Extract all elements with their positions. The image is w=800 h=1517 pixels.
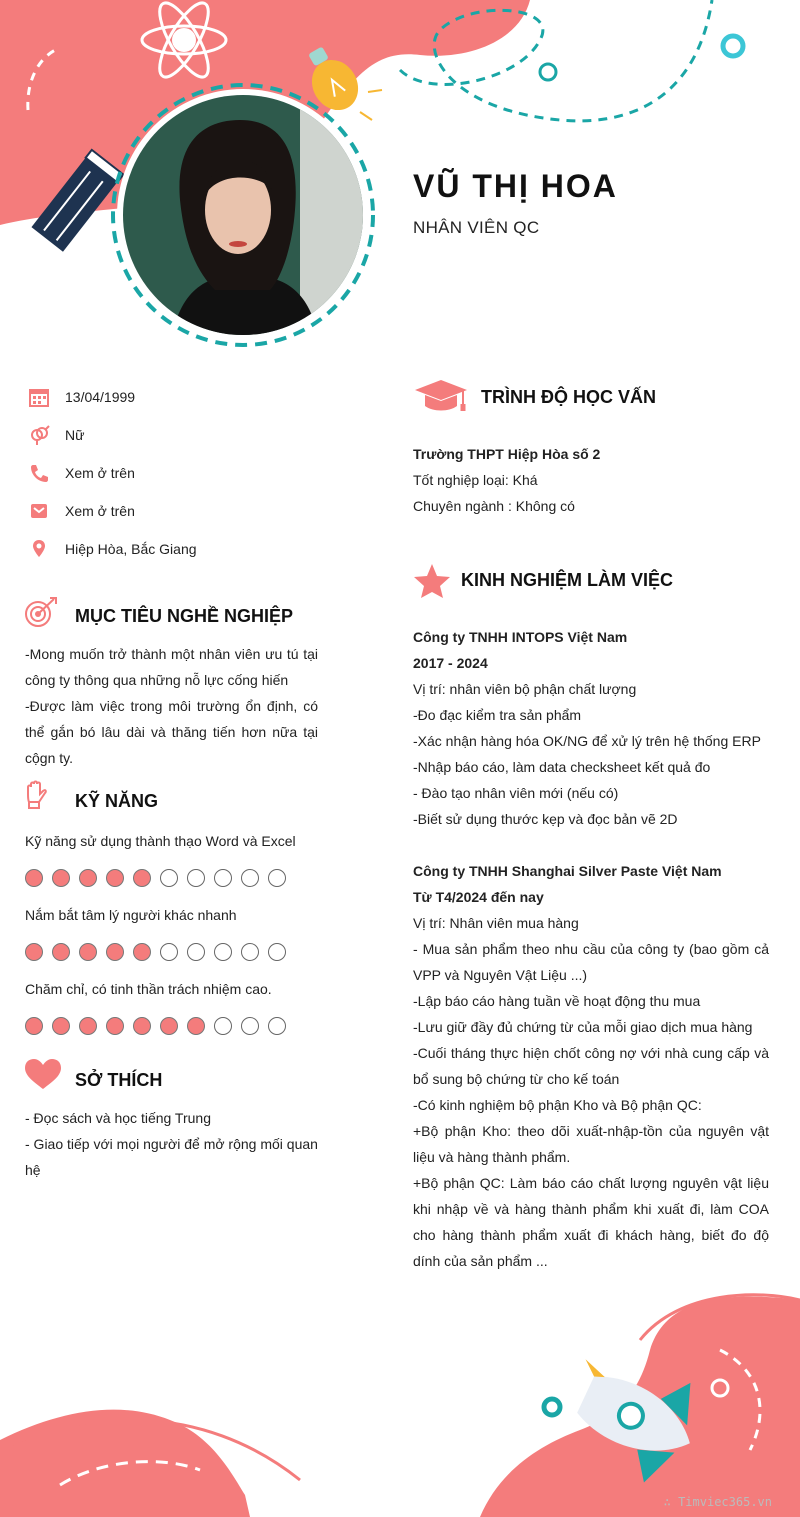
calendar-icon [28,386,50,408]
job-entry [413,624,769,832]
rating-dot-filled [160,1017,178,1035]
job-entry [413,858,769,1274]
watermark-text: Timviec365.vn [678,1495,772,1509]
contact-gender [28,424,84,446]
skill-rating [25,943,286,961]
footer-decoration [0,1270,800,1517]
email-icon [28,500,50,522]
objective-line: -Mong muốn trở thành một nhân viên ưu tú tại công ty thông qua những nỗ lực cống hiến [25,646,318,688]
job-line: -Xác nhận hàng hóa OK/NG để xử lý trên hệ thống ERP [413,733,761,749]
rating-dot-filled [52,869,70,887]
watermark: ∴ Timviec365.vn [663,1495,772,1509]
rating-dot-empty [268,1017,286,1035]
school-name: Trường THPT Hiệp Hòa số 2 [413,446,601,462]
hobby-line: - Đọc sách và học tiếng Trung [25,1110,211,1126]
job-line: -Có kinh nghiệm bộ phận Kho và Bộ phận QC: [413,1097,702,1113]
rating-dot-empty [268,943,286,961]
target-icon [24,596,58,630]
objective-text [25,641,318,771]
email-text: Xem ở trên [65,503,135,519]
phone-icon [28,462,50,484]
star-icon [413,563,451,599]
phone-text: Xem ở trên [65,465,135,481]
rating-dot-empty [187,943,205,961]
rating-dot-filled [25,1017,43,1035]
education-line: Chuyên ngành : Không có [413,498,575,514]
job-line: - Mua sản phẩm theo nhu cầu của công ty (bao gồm cả VPP và Nguyên Vật Liệu ...) [413,941,769,983]
skill-label: Chăm chỉ, có tinh thần trách nhiệm cao. [25,981,272,997]
rating-dot-filled [25,943,43,961]
header-decoration [0,0,800,360]
hand-icon [24,780,48,810]
skill-rating [25,869,286,887]
job-line: -Biết sử dụng thước kẹp và đọc bản vẽ 2D [413,811,678,827]
birthdate-text: 13/04/1999 [65,389,136,405]
rating-dot-empty [214,943,232,961]
rating-dot-empty [160,943,178,961]
rating-dot-filled [133,869,151,887]
gender-icon [28,424,50,446]
rating-dot-empty [214,1017,232,1035]
rating-dot-filled [79,943,97,961]
rating-dot-empty [268,869,286,887]
contact-phone [28,462,135,484]
skill-label: Kỹ năng sử dụng thành thạo Word và Excel [25,833,296,849]
hobbies-title: SỞ THÍCH [75,1070,163,1090]
skill-label: Nắm bắt tâm lý người khác nhanh [25,907,237,923]
company-name: Công ty TNHH INTOPS Việt Nam [413,629,628,645]
hobbies-text [25,1105,325,1183]
job-period: 2017 - 2024 [413,655,488,671]
rating-dot-empty [241,869,259,887]
company-name: Công ty TNHH Shanghai Silver Paste Việt Nam [413,863,722,879]
job-line: +Bộ phận Kho: theo dõi xuất-nhập-tồn của nguyên vật liệu và hàng thành phẩm. [413,1123,769,1165]
rating-dot-filled [133,1017,151,1035]
contact-email [28,500,135,522]
objective-title: MỤC TIÊU NGHỀ NGHIỆP [75,606,294,626]
rating-dot-filled [187,1017,205,1035]
rating-dot-empty [241,943,259,961]
avatar [117,89,370,345]
rating-dot-filled [52,943,70,961]
job-line: -Lập báo cáo hàng tuần về hoạt động thu mua [413,993,701,1009]
job-line: Vị trí: nhân viên bộ phận chất lượng [413,681,637,697]
rating-dot-filled [25,869,43,887]
rating-dot-empty [160,869,178,887]
job-line: -Lưu giữ đầy đủ chứng từ của mỗi giao dịch mua hàng [413,1019,753,1035]
job-line: -Đo đạc kiểm tra sản phẩm [413,707,582,723]
education-block [413,441,769,519]
job-title: NHÂN VIÊN QC [413,218,540,237]
gender-text: Nữ [65,427,85,443]
experience-title: KINH NGHIỆM LÀM VIỆC [461,570,674,590]
job-line: +Bộ phận QC: Làm báo cáo chất lượng nguyên vật liệu khi nhập về và hàng thành phẩm khi xuất đi, làm COA cho hàng thành phẩm xuất đi khách hàng, biết đo độ dính của sản phẩm ... [413,1175,769,1269]
job-line: -Nhập báo cáo, làm data checksheet kết quả đo [413,759,711,775]
education-title: TRÌNH ĐỘ HỌC VẤN [481,387,656,407]
rating-dot-empty [241,1017,259,1035]
job-period: Từ T4/2024 đến nay [413,889,544,905]
job-line: Vị trí: Nhân viên mua hàng [413,915,579,931]
rating-dot-empty [187,869,205,887]
rating-dot-filled [106,1017,124,1035]
rating-dot-filled [106,943,124,961]
job-line: - Đào tạo nhân viên mới (nếu có) [413,785,619,801]
objective-line: -Được làm việc trong môi trường ổn định, có thể gắn bó lâu dài và thăng tiến hơn nữa tại cộgn ty. [25,698,318,766]
rating-dot-filled [133,943,151,961]
rating-dot-filled [106,869,124,887]
heart-icon [24,1058,62,1090]
graduation-cap-icon [413,378,469,414]
job-line: -Cuối tháng thực hiện chốt công nợ với nhà cung cấp và bổ sung bộ chứng từ cho kế toán [413,1045,769,1087]
skills-title: KỸ NĂNG [75,791,159,811]
hobby-line: - Giao tiếp với mọi người để mở rộng mối quan hệ [25,1136,318,1178]
contact-address [28,538,197,560]
location-icon [28,538,50,560]
education-line: Tốt nghiệp loại: Khá [413,472,538,488]
contact-birthdate [28,386,135,408]
rating-dot-filled [79,1017,97,1035]
profile-name: VŨ THỊ HOA [413,168,618,204]
rating-dot-empty [214,869,232,887]
skill-rating [25,1017,286,1035]
rating-dot-filled [52,1017,70,1035]
address-text: Hiệp Hòa, Bắc Giang [65,541,197,557]
rating-dot-filled [79,869,97,887]
